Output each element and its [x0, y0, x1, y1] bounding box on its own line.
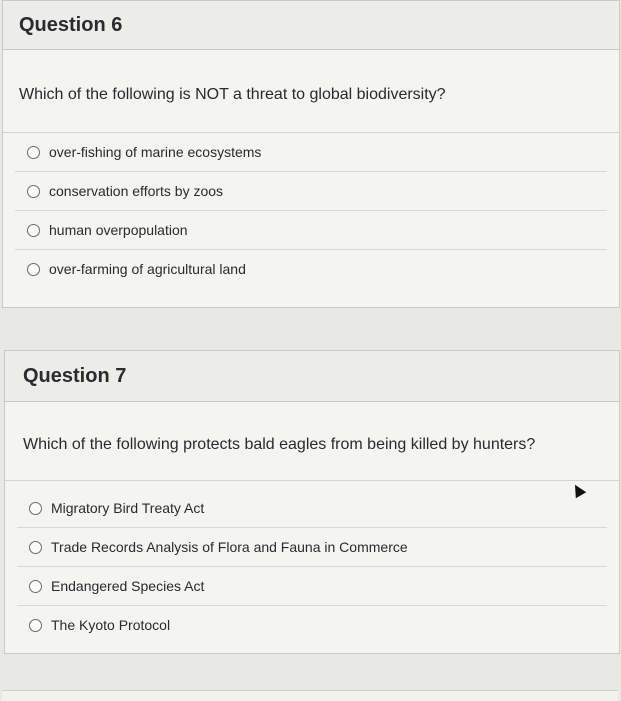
- answer-option[interactable]: [17, 489, 607, 528]
- answer-option[interactable]: [15, 172, 607, 211]
- answer-option[interactable]: [15, 211, 607, 250]
- answer-label: Trade Records Analysis of Flora and Fauna in Commerce: [51, 539, 408, 555]
- radio-button-icon[interactable]: [29, 619, 42, 632]
- radio-button-icon[interactable]: [27, 224, 40, 237]
- question-title: Question 7: [5, 351, 619, 402]
- radio-button-icon[interactable]: [29, 502, 42, 515]
- next-card-edge: [2, 690, 618, 701]
- answer-label: conservation efforts by zoos: [49, 183, 224, 199]
- question-prompt: Which of the following protects bald eagles from being killed by hunters?: [5, 402, 619, 481]
- question-title: Question 6: [3, 1, 619, 50]
- radio-button-icon[interactable]: [29, 580, 42, 593]
- answer-label: Endangered Species Act: [51, 578, 205, 594]
- question-prompt: Which of the following is NOT a threat to global biodiversity?: [3, 50, 619, 133]
- radio-button-icon[interactable]: [29, 541, 42, 554]
- answer-list: [5, 481, 619, 644]
- radio-button-icon[interactable]: [27, 185, 40, 198]
- answer-option[interactable]: [17, 528, 607, 567]
- answer-list: [3, 133, 619, 288]
- question-6-card: [2, 0, 620, 308]
- answer-label: The Kyoto Protocol: [51, 617, 171, 633]
- radio-button-icon[interactable]: [27, 146, 40, 159]
- answer-label: human overpopulation: [49, 222, 188, 238]
- answer-label: over-farming of agricultural land: [49, 261, 246, 277]
- answer-label: Migratory Bird Treaty Act: [51, 500, 205, 516]
- radio-button-icon[interactable]: [27, 263, 40, 276]
- answer-option[interactable]: [17, 567, 607, 606]
- answer-option[interactable]: [17, 606, 607, 644]
- answer-option[interactable]: [15, 133, 607, 172]
- answer-label: over-fishing of marine ecosystems: [49, 144, 262, 160]
- answer-option[interactable]: [15, 250, 607, 288]
- question-7-card: [4, 350, 620, 654]
